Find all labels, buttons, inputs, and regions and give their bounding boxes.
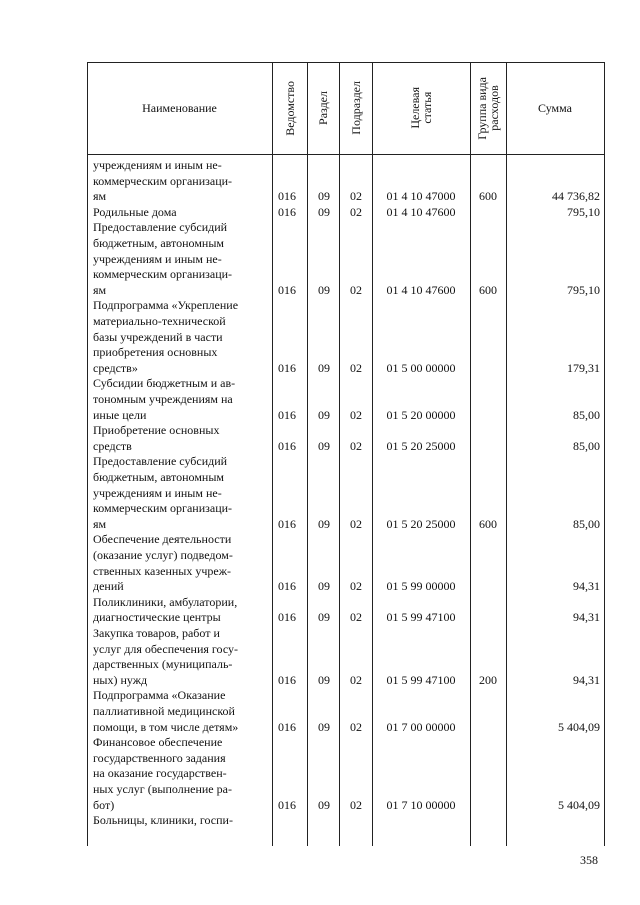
row-5-name-line: Приобретение основных <box>93 423 220 438</box>
row-6-name-line: коммерческим организаци- <box>93 501 233 516</box>
row-7-pod: 02 <box>350 579 362 594</box>
row-3-raz: 09 <box>318 360 330 375</box>
row-11-name-line: ных услуг (выполнение ра- <box>93 781 232 796</box>
row-8-name <box>93 595 264 626</box>
row-2-name-line: Предоставление субсидий <box>93 220 228 235</box>
row-12-name-line: Больницы, клиники, госпи- <box>93 813 233 828</box>
row-6-name-line: ям <box>93 516 107 531</box>
row-7-cel: 01 5 99 00000 <box>386 579 456 594</box>
row-9-name-line: услуг для обеспечения госу- <box>93 641 239 656</box>
row-7-name-line: ственных казенных учреж- <box>93 563 231 578</box>
col-border-2 <box>307 62 308 846</box>
row-5-raz: 09 <box>318 438 330 453</box>
row-11-ved: 016 <box>278 797 296 812</box>
row-6-sum: 85,00 <box>573 516 600 531</box>
header-bottom-border <box>87 154 605 155</box>
row-9-pod: 02 <box>350 672 362 687</box>
row-0-raz: 09 <box>318 189 330 204</box>
row-11-name-line: на оказание государствен- <box>93 766 227 781</box>
row-0-name <box>93 158 264 205</box>
row-2-name-line: ям <box>93 282 107 297</box>
header-razdel-text: Раздел <box>316 91 330 125</box>
col-border-1 <box>272 62 273 846</box>
header-gruppa <box>470 62 506 154</box>
col-border-left <box>87 62 88 846</box>
row-8-name-line: Поликлиники, амбулатории, <box>93 594 238 609</box>
row-1-ved: 016 <box>278 204 296 219</box>
row-5-sum: 85,00 <box>573 438 600 453</box>
row-11-cel: 01 7 10 00000 <box>386 797 456 812</box>
row-7-ved: 016 <box>278 579 296 594</box>
row-10-ved: 016 <box>278 719 296 734</box>
row-9-vid: 200 <box>479 672 497 687</box>
row-10-sum: 5 404,09 <box>558 719 600 734</box>
row-10-cel: 01 7 00 00000 <box>386 719 456 734</box>
row-2-name-line: коммерческим организаци- <box>93 267 233 282</box>
row-4-name-line: иные цели <box>93 407 147 422</box>
header-vedomstvo <box>272 62 307 154</box>
row-2-name <box>93 220 264 298</box>
row-9-name-line: дарственных (муниципаль- <box>93 657 233 672</box>
row-3-cel: 01 5 00 00000 <box>386 360 456 375</box>
row-3-name <box>93 298 264 376</box>
row-5-name <box>93 423 264 454</box>
row-3-name-line: материально-технической <box>93 313 226 328</box>
budget-table <box>87 62 605 846</box>
row-12-name <box>93 813 264 829</box>
row-7-name-line: дений <box>93 579 124 594</box>
row-1-name <box>93 205 264 221</box>
row-3-sum: 179,31 <box>567 360 600 375</box>
row-7-raz: 09 <box>318 579 330 594</box>
row-10-name-line: паллиативной медицинской <box>93 703 235 718</box>
page-number: 358 <box>580 853 598 867</box>
row-3-name-line: приобретения основных <box>93 345 218 360</box>
row-11-raz: 09 <box>318 797 330 812</box>
row-11-pod: 02 <box>350 797 362 812</box>
header-summa-text: Сумма <box>538 100 572 115</box>
row-6-vid: 600 <box>479 516 497 531</box>
header-celevaya-text: Целевая статья <box>408 87 434 129</box>
row-0-ved: 016 <box>278 189 296 204</box>
row-4-pod: 02 <box>350 407 362 422</box>
row-11-name-line: Финансовое обеспечение <box>93 735 223 750</box>
row-2-cel: 01 4 10 47600 <box>386 282 456 297</box>
row-4-raz: 09 <box>318 407 330 422</box>
row-3-name-line: Подпрограмма «Укрепление <box>93 298 239 313</box>
row-0-name-line: коммерческим организаци- <box>93 173 233 188</box>
row-10-pod: 02 <box>350 719 362 734</box>
row-2-pod: 02 <box>350 282 362 297</box>
row-4-name <box>93 376 264 423</box>
row-6-name-line: бюджетным, автономным <box>93 469 224 484</box>
row-1-cel: 01 4 10 47600 <box>386 204 456 219</box>
row-1-pod: 02 <box>350 204 362 219</box>
row-8-pod: 02 <box>350 610 362 625</box>
row-9-ved: 016 <box>278 672 296 687</box>
row-0-vid: 600 <box>479 189 497 204</box>
row-2-name-line: учреждениям и иным не- <box>93 251 222 266</box>
header-celevaya <box>372 62 470 154</box>
row-9-name-line: Закупка товаров, работ и <box>93 626 220 640</box>
row-11-name-line: государственного задания <box>93 750 226 765</box>
row-11-name-line: бот) <box>93 797 115 812</box>
row-9-name <box>93 626 264 688</box>
row-8-raz: 09 <box>318 610 330 625</box>
row-0-sum: 44 736,82 <box>552 189 600 204</box>
row-5-cel: 01 5 20 25000 <box>386 438 456 453</box>
row-6-name <box>93 454 264 532</box>
header-vedomstvo-text: Ведомство <box>282 80 297 136</box>
row-10-name-line: помощи, в том числе детям» <box>93 719 239 734</box>
row-0-name-line: учреждениям и иным не- <box>93 158 222 172</box>
header-gruppa-text: Группа вида расходов <box>475 76 501 140</box>
row-3-ved: 016 <box>278 360 296 375</box>
row-4-name-line: Субсидии бюджетным и ав- <box>93 376 236 391</box>
row-0-cel: 01 4 10 47000 <box>386 189 456 204</box>
row-2-raz: 09 <box>318 282 330 297</box>
row-2-ved: 016 <box>278 282 296 297</box>
row-6-raz: 09 <box>318 516 330 531</box>
row-6-name-line: Предоставление субсидий <box>93 454 228 469</box>
row-10-raz: 09 <box>318 719 330 734</box>
row-9-raz: 09 <box>318 672 330 687</box>
row-4-ved: 016 <box>278 407 296 422</box>
row-0-name-line: ям <box>93 189 107 204</box>
row-4-cel: 01 5 20 00000 <box>386 407 456 422</box>
row-4-sum: 85,00 <box>573 407 600 422</box>
row-3-name-line: средств» <box>93 360 138 375</box>
row-4-name-line: тономным учреждениям на <box>93 391 233 406</box>
header-summa <box>506 62 604 154</box>
row-7-sum: 94,31 <box>573 579 600 594</box>
row-3-pod: 02 <box>350 360 362 375</box>
row-9-name-line: ных) нужд <box>93 672 148 687</box>
row-10-name <box>93 688 264 735</box>
row-11-name <box>93 735 264 813</box>
row-2-sum: 795,10 <box>567 282 600 297</box>
row-8-sum: 94,31 <box>573 610 600 625</box>
header-razdel <box>307 62 339 154</box>
header-podrazdel-text: Подраздел <box>348 81 363 135</box>
row-6-pod: 02 <box>350 516 362 531</box>
row-11-sum: 5 404,09 <box>558 797 600 812</box>
col-border-5 <box>470 62 471 846</box>
row-7-name-line: Обеспечение деятельности <box>93 532 232 547</box>
row-1-raz: 09 <box>318 204 330 219</box>
row-1-name-line: Родильные дома <box>93 204 177 219</box>
row-8-name-line: диагностические центры <box>93 610 221 625</box>
row-0-pod: 02 <box>350 189 362 204</box>
header-name <box>87 62 272 154</box>
row-7-name-line: (оказание услуг) подведом- <box>93 547 233 562</box>
row-5-pod: 02 <box>350 438 362 453</box>
row-5-ved: 016 <box>278 438 296 453</box>
row-1-sum: 795,10 <box>567 204 600 219</box>
row-5-name-line: средств <box>93 438 132 453</box>
row-3-name-line: базы учреждений в части <box>93 329 223 344</box>
row-10-name-line: Подпрограмма «Оказание <box>93 688 226 703</box>
row-6-cel: 01 5 20 25000 <box>386 516 456 531</box>
row-7-name <box>93 532 264 594</box>
row-8-ved: 016 <box>278 610 296 625</box>
row-2-vid: 600 <box>479 282 497 297</box>
col-border-right <box>604 62 605 846</box>
row-8-cel: 01 5 99 47100 <box>386 610 456 625</box>
row-2-name-line: бюджетным, автономным <box>93 235 224 250</box>
row-6-ved: 016 <box>278 516 296 531</box>
row-6-name-line: учреждениям и иным не- <box>93 485 222 500</box>
header-name-text: Наименование <box>142 100 217 115</box>
row-9-sum: 94,31 <box>573 672 600 687</box>
row-9-cel: 01 5 99 47100 <box>386 672 456 687</box>
header-podrazdel <box>339 62 372 154</box>
